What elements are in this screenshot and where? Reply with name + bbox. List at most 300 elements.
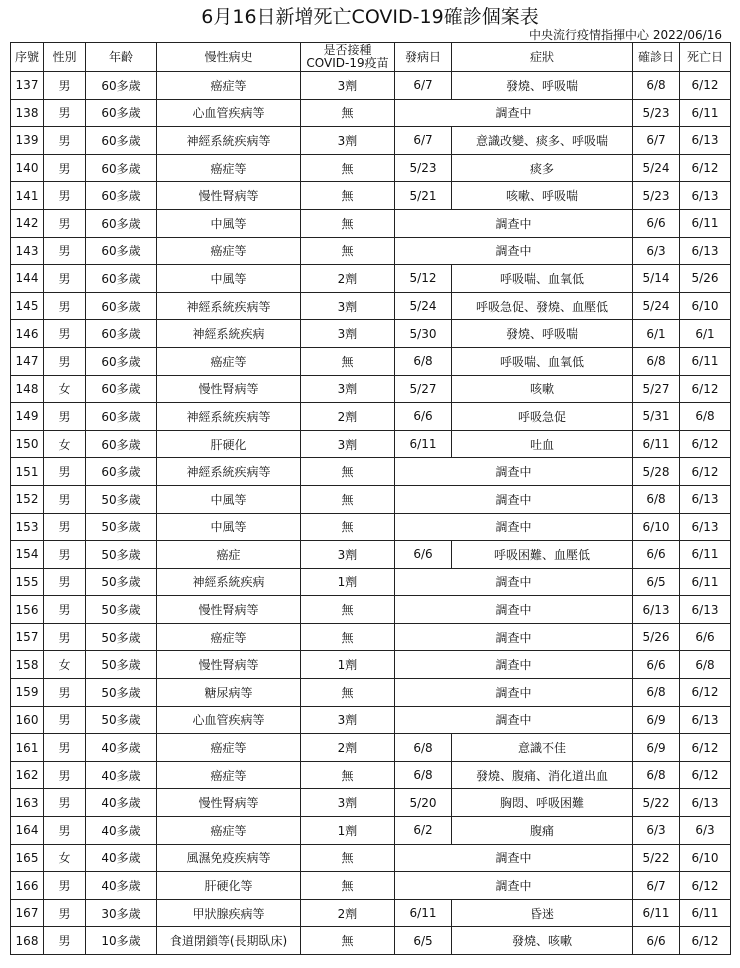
cell-chronic-disease: 心血管疾病等 xyxy=(157,99,301,127)
cell-death-date: 6/13 xyxy=(680,513,731,541)
header-death-date: 死亡日 xyxy=(680,43,731,72)
cell-sex: 男 xyxy=(44,154,86,182)
table-row xyxy=(11,127,731,155)
cell-death-date: 6/6 xyxy=(680,623,731,651)
cell-death-date: 6/13 xyxy=(680,237,731,265)
cell-death-date: 6/1 xyxy=(680,320,731,348)
cell-chronic-disease: 食道閉鎖等(長期臥床) xyxy=(157,927,301,955)
cell-confirmed-date: 5/31 xyxy=(633,403,680,431)
cell-case-number: 150 xyxy=(11,430,44,458)
cell-case-number: 166 xyxy=(11,872,44,900)
cell-symptoms: 調查中 xyxy=(395,568,633,596)
cell-case-number: 149 xyxy=(11,403,44,431)
cell-vaccination: 3劑 xyxy=(301,72,395,100)
cell-onset-date: 5/21 xyxy=(395,182,452,210)
cell-case-number: 140 xyxy=(11,154,44,182)
cell-case-number: 162 xyxy=(11,761,44,789)
cell-sex: 男 xyxy=(44,734,86,762)
cell-confirmed-date: 6/11 xyxy=(633,430,680,458)
cell-chronic-disease: 神經系統疾病等 xyxy=(157,292,301,320)
cell-confirmed-date: 5/24 xyxy=(633,154,680,182)
table-row xyxy=(11,154,731,182)
cell-age: 40多歲 xyxy=(86,734,157,762)
cell-symptoms: 痰多 xyxy=(452,154,633,182)
cell-sex: 女 xyxy=(44,844,86,872)
cell-confirmed-date: 6/6 xyxy=(633,651,680,679)
cell-case-number: 168 xyxy=(11,927,44,955)
cell-case-number: 164 xyxy=(11,817,44,845)
header-confirmed-date: 確診日 xyxy=(633,43,680,72)
cell-chronic-disease: 癌症等 xyxy=(157,154,301,182)
cell-symptoms: 胸悶、呼吸困難 xyxy=(452,789,633,817)
cell-confirmed-date: 6/7 xyxy=(633,127,680,155)
cell-age: 60多歲 xyxy=(86,72,157,100)
cell-case-number: 144 xyxy=(11,265,44,293)
cell-sex: 男 xyxy=(44,596,86,624)
cell-confirmed-date: 6/8 xyxy=(633,485,680,513)
cell-age: 50多歲 xyxy=(86,485,157,513)
cell-age: 60多歲 xyxy=(86,182,157,210)
cell-chronic-disease: 中風等 xyxy=(157,513,301,541)
cell-symptoms: 調查中 xyxy=(395,99,633,127)
cell-age: 50多歲 xyxy=(86,513,157,541)
cell-chronic-disease: 肝硬化 xyxy=(157,430,301,458)
cell-onset-date: 6/2 xyxy=(395,817,452,845)
table-row xyxy=(11,899,731,927)
cell-vaccination: 無 xyxy=(301,927,395,955)
cell-symptoms: 腹痛 xyxy=(452,817,633,845)
cell-sex: 男 xyxy=(44,72,86,100)
cell-symptoms: 咳嗽、呼吸喘 xyxy=(452,182,633,210)
cell-sex: 男 xyxy=(44,127,86,155)
cell-age: 60多歲 xyxy=(86,430,157,458)
cell-vaccination: 無 xyxy=(301,623,395,651)
table-row xyxy=(11,651,731,679)
cell-case-number: 138 xyxy=(11,99,44,127)
cell-age: 50多歲 xyxy=(86,623,157,651)
cell-sex: 男 xyxy=(44,347,86,375)
cell-chronic-disease: 心血管疾病等 xyxy=(157,706,301,734)
cell-age: 60多歲 xyxy=(86,237,157,265)
header-chronic-disease: 慢性病史 xyxy=(157,43,301,72)
cell-age: 60多歲 xyxy=(86,292,157,320)
cell-age: 40多歲 xyxy=(86,817,157,845)
cell-death-date: 6/13 xyxy=(680,182,731,210)
cell-onset-date: 6/11 xyxy=(395,430,452,458)
cell-vaccination: 3劑 xyxy=(301,375,395,403)
cell-death-date: 6/13 xyxy=(680,789,731,817)
cell-symptoms: 呼吸急促 xyxy=(452,403,633,431)
cell-sex: 男 xyxy=(44,513,86,541)
table-row xyxy=(11,679,731,707)
cell-death-date: 6/13 xyxy=(680,596,731,624)
cell-chronic-disease: 中風等 xyxy=(157,485,301,513)
cell-sex: 男 xyxy=(44,182,86,210)
table-row xyxy=(11,844,731,872)
table-row xyxy=(11,320,731,348)
cell-symptoms: 呼吸喘、血氧低 xyxy=(452,265,633,293)
cell-symptoms: 調查中 xyxy=(395,706,633,734)
cell-sex: 男 xyxy=(44,623,86,651)
table-row xyxy=(11,292,731,320)
cell-symptoms: 調查中 xyxy=(395,596,633,624)
cell-onset-date: 6/7 xyxy=(395,72,452,100)
cell-death-date: 5/26 xyxy=(680,265,731,293)
cell-confirmed-date: 6/3 xyxy=(633,817,680,845)
cell-symptoms: 調查中 xyxy=(395,623,633,651)
cell-symptoms: 調查中 xyxy=(395,679,633,707)
cell-vaccination: 無 xyxy=(301,237,395,265)
cell-case-number: 137 xyxy=(11,72,44,100)
cell-death-date: 6/12 xyxy=(680,430,731,458)
cell-vaccination: 無 xyxy=(301,347,395,375)
cell-chronic-disease: 神經系統疾病等 xyxy=(157,127,301,155)
cell-chronic-disease: 甲狀腺疾病等 xyxy=(157,899,301,927)
cell-onset-date: 6/8 xyxy=(395,761,452,789)
cell-confirmed-date: 5/23 xyxy=(633,99,680,127)
cell-sex: 男 xyxy=(44,927,86,955)
cell-sex: 男 xyxy=(44,789,86,817)
cell-onset-date: 6/7 xyxy=(395,127,452,155)
cell-onset-date: 5/27 xyxy=(395,375,452,403)
cell-death-date: 6/13 xyxy=(680,127,731,155)
cell-vaccination: 2劑 xyxy=(301,899,395,927)
cell-death-date: 6/11 xyxy=(680,347,731,375)
cell-vaccination: 2劑 xyxy=(301,734,395,762)
cell-symptoms: 調查中 xyxy=(395,237,633,265)
table-row xyxy=(11,403,731,431)
cell-sex: 女 xyxy=(44,375,86,403)
cell-chronic-disease: 癌症等 xyxy=(157,347,301,375)
cell-age: 60多歲 xyxy=(86,375,157,403)
cell-chronic-disease: 糖尿病等 xyxy=(157,679,301,707)
cell-confirmed-date: 6/6 xyxy=(633,541,680,569)
cell-confirmed-date: 5/14 xyxy=(633,265,680,293)
cell-case-number: 153 xyxy=(11,513,44,541)
cell-death-date: 6/13 xyxy=(680,485,731,513)
cell-vaccination: 無 xyxy=(301,485,395,513)
table-row xyxy=(11,706,731,734)
cell-onset-date: 5/24 xyxy=(395,292,452,320)
cell-case-number: 145 xyxy=(11,292,44,320)
cell-chronic-disease: 慢性腎病等 xyxy=(157,596,301,624)
cell-symptoms: 咳嗽 xyxy=(452,375,633,403)
cell-age: 60多歲 xyxy=(86,265,157,293)
cell-case-number: 146 xyxy=(11,320,44,348)
header-case-number: 序號 xyxy=(11,43,44,72)
cell-chronic-disease: 癌症等 xyxy=(157,623,301,651)
cell-symptoms: 調查中 xyxy=(395,872,633,900)
header-symptoms: 症狀 xyxy=(452,43,633,72)
cell-chronic-disease: 癌症等 xyxy=(157,72,301,100)
cell-age: 40多歲 xyxy=(86,872,157,900)
cell-case-number: 159 xyxy=(11,679,44,707)
cell-confirmed-date: 6/13 xyxy=(633,596,680,624)
cell-onset-date: 6/6 xyxy=(395,541,452,569)
cell-death-date: 6/8 xyxy=(680,651,731,679)
table-row xyxy=(11,789,731,817)
cell-case-number: 160 xyxy=(11,706,44,734)
cell-chronic-disease: 慢性腎病等 xyxy=(157,651,301,679)
cell-case-number: 139 xyxy=(11,127,44,155)
cell-vaccination: 無 xyxy=(301,154,395,182)
table-row xyxy=(11,485,731,513)
cell-confirmed-date: 5/26 xyxy=(633,623,680,651)
cell-death-date: 6/11 xyxy=(680,209,731,237)
cell-symptoms: 發燒、腹痛、消化道出血 xyxy=(452,761,633,789)
table-row xyxy=(11,568,731,596)
header-onset-date: 發病日 xyxy=(395,43,452,72)
cell-chronic-disease: 癌症等 xyxy=(157,734,301,762)
cell-case-number: 152 xyxy=(11,485,44,513)
cell-chronic-disease: 神經系統疾病等 xyxy=(157,403,301,431)
cell-vaccination: 無 xyxy=(301,872,395,900)
cell-onset-date: 6/5 xyxy=(395,927,452,955)
cell-case-number: 167 xyxy=(11,899,44,927)
cell-age: 60多歲 xyxy=(86,320,157,348)
cell-symptoms: 調查中 xyxy=(395,844,633,872)
cell-chronic-disease: 中風等 xyxy=(157,265,301,293)
cell-case-number: 165 xyxy=(11,844,44,872)
cell-confirmed-date: 6/9 xyxy=(633,706,680,734)
cell-symptoms: 意識不佳 xyxy=(452,734,633,762)
cell-symptoms: 發燒、呼吸喘 xyxy=(452,320,633,348)
cell-vaccination: 3劑 xyxy=(301,789,395,817)
cell-onset-date: 5/30 xyxy=(395,320,452,348)
cell-age: 50多歲 xyxy=(86,541,157,569)
source-and-date: 中央流行疫情指揮中心 2022/06/16 xyxy=(529,28,722,42)
table-row xyxy=(11,99,731,127)
cell-confirmed-date: 5/23 xyxy=(633,182,680,210)
cell-chronic-disease: 神經系統疾病等 xyxy=(157,458,301,486)
cell-confirmed-date: 5/22 xyxy=(633,844,680,872)
table-row xyxy=(11,72,731,100)
cell-age: 50多歲 xyxy=(86,596,157,624)
cell-symptoms: 調查中 xyxy=(395,458,633,486)
cell-case-number: 155 xyxy=(11,568,44,596)
cell-death-date: 6/3 xyxy=(680,817,731,845)
cell-vaccination: 無 xyxy=(301,182,395,210)
cell-death-date: 6/11 xyxy=(680,99,731,127)
cell-death-date: 6/11 xyxy=(680,541,731,569)
cell-chronic-disease: 慢性腎病等 xyxy=(157,375,301,403)
table-row xyxy=(11,458,731,486)
cell-sex: 男 xyxy=(44,761,86,789)
cell-case-number: 147 xyxy=(11,347,44,375)
cell-onset-date: 5/12 xyxy=(395,265,452,293)
cell-age: 60多歲 xyxy=(86,209,157,237)
cell-sex: 男 xyxy=(44,403,86,431)
cell-death-date: 6/10 xyxy=(680,844,731,872)
cell-confirmed-date: 5/28 xyxy=(633,458,680,486)
cell-sex: 男 xyxy=(44,209,86,237)
cell-death-date: 6/12 xyxy=(680,927,731,955)
cell-death-date: 6/12 xyxy=(680,375,731,403)
cell-vaccination: 2劑 xyxy=(301,265,395,293)
table-row xyxy=(11,623,731,651)
cell-vaccination: 無 xyxy=(301,844,395,872)
cell-confirmed-date: 5/24 xyxy=(633,292,680,320)
cell-sex: 男 xyxy=(44,706,86,734)
cell-age: 60多歲 xyxy=(86,403,157,431)
cell-confirmed-date: 6/8 xyxy=(633,347,680,375)
page-title: 6月16日新增死亡COVID-19確診個案表 xyxy=(201,6,539,28)
table-row xyxy=(11,237,731,265)
cell-confirmed-date: 6/8 xyxy=(633,72,680,100)
cell-chronic-disease: 風濕免疫疾病等 xyxy=(157,844,301,872)
cell-death-date: 6/12 xyxy=(680,679,731,707)
table-row xyxy=(11,209,731,237)
cell-death-date: 6/12 xyxy=(680,72,731,100)
cell-age: 60多歲 xyxy=(86,154,157,182)
cell-age: 40多歲 xyxy=(86,844,157,872)
header-vaccination: 是否接種COVID-19疫苗 xyxy=(301,43,395,72)
table-row xyxy=(11,182,731,210)
cell-vaccination: 無 xyxy=(301,596,395,624)
cell-chronic-disease: 慢性腎病等 xyxy=(157,182,301,210)
cell-vaccination: 無 xyxy=(301,99,395,127)
cell-confirmed-date: 6/7 xyxy=(633,872,680,900)
cell-sex: 男 xyxy=(44,265,86,293)
cell-symptoms: 發燒、呼吸喘 xyxy=(452,72,633,100)
header-sex: 性別 xyxy=(44,43,86,72)
cell-onset-date: 6/6 xyxy=(395,403,452,431)
cell-chronic-disease: 癌症等 xyxy=(157,761,301,789)
cell-sex: 女 xyxy=(44,651,86,679)
cell-sex: 女 xyxy=(44,430,86,458)
cell-age: 60多歲 xyxy=(86,127,157,155)
cell-death-date: 6/8 xyxy=(680,403,731,431)
table-row xyxy=(11,761,731,789)
cell-confirmed-date: 5/27 xyxy=(633,375,680,403)
cell-chronic-disease: 慢性腎病等 xyxy=(157,789,301,817)
cell-vaccination: 3劑 xyxy=(301,541,395,569)
cell-vaccination: 3劑 xyxy=(301,320,395,348)
cell-death-date: 6/10 xyxy=(680,292,731,320)
table-row xyxy=(11,596,731,624)
cell-death-date: 6/12 xyxy=(680,734,731,762)
cell-sex: 男 xyxy=(44,541,86,569)
cell-age: 50多歲 xyxy=(86,568,157,596)
cell-age: 60多歲 xyxy=(86,458,157,486)
cell-confirmed-date: 6/9 xyxy=(633,734,680,762)
cell-chronic-disease: 癌症等 xyxy=(157,817,301,845)
cell-age: 50多歲 xyxy=(86,706,157,734)
cell-vaccination: 1劑 xyxy=(301,651,395,679)
cell-vaccination: 1劑 xyxy=(301,817,395,845)
cell-confirmed-date: 6/6 xyxy=(633,209,680,237)
cell-vaccination: 1劑 xyxy=(301,568,395,596)
cell-age: 50多歲 xyxy=(86,679,157,707)
table-row xyxy=(11,347,731,375)
cell-case-number: 154 xyxy=(11,541,44,569)
cell-age: 60多歲 xyxy=(86,99,157,127)
cell-case-number: 151 xyxy=(11,458,44,486)
cell-age: 50多歲 xyxy=(86,651,157,679)
cell-chronic-disease: 中風等 xyxy=(157,209,301,237)
table-row xyxy=(11,265,731,293)
cell-case-number: 156 xyxy=(11,596,44,624)
cell-vaccination: 無 xyxy=(301,458,395,486)
cell-chronic-disease: 癌症等 xyxy=(157,237,301,265)
table-row xyxy=(11,734,731,762)
cell-sex: 男 xyxy=(44,292,86,320)
table-row xyxy=(11,513,731,541)
cell-onset-date: 5/20 xyxy=(395,789,452,817)
cell-chronic-disease: 肝硬化等 xyxy=(157,872,301,900)
cell-vaccination: 3劑 xyxy=(301,292,395,320)
cell-confirmed-date: 5/22 xyxy=(633,789,680,817)
cell-vaccination: 無 xyxy=(301,513,395,541)
cell-confirmed-date: 6/3 xyxy=(633,237,680,265)
cell-sex: 男 xyxy=(44,237,86,265)
cell-symptoms: 發燒、咳嗽 xyxy=(452,927,633,955)
cell-confirmed-date: 6/1 xyxy=(633,320,680,348)
cell-sex: 男 xyxy=(44,458,86,486)
cell-symptoms: 調查中 xyxy=(395,209,633,237)
table-row xyxy=(11,927,731,955)
cell-vaccination: 3劑 xyxy=(301,127,395,155)
cell-symptoms: 呼吸困難、血壓低 xyxy=(452,541,633,569)
cell-case-number: 157 xyxy=(11,623,44,651)
cell-chronic-disease: 神經系統疾病 xyxy=(157,568,301,596)
cell-case-number: 143 xyxy=(11,237,44,265)
cell-confirmed-date: 6/6 xyxy=(633,927,680,955)
cell-death-date: 6/11 xyxy=(680,568,731,596)
cell-death-date: 6/12 xyxy=(680,872,731,900)
header-age: 年齡 xyxy=(86,43,157,72)
cell-vaccination: 無 xyxy=(301,761,395,789)
cell-sex: 男 xyxy=(44,679,86,707)
cell-vaccination: 3劑 xyxy=(301,430,395,458)
cell-case-number: 142 xyxy=(11,209,44,237)
cell-onset-date: 6/11 xyxy=(395,899,452,927)
cell-sex: 男 xyxy=(44,872,86,900)
cell-confirmed-date: 6/5 xyxy=(633,568,680,596)
table-row xyxy=(11,375,731,403)
cell-symptoms: 調查中 xyxy=(395,513,633,541)
cell-age: 60多歲 xyxy=(86,347,157,375)
cell-sex: 男 xyxy=(44,320,86,348)
cell-sex: 男 xyxy=(44,899,86,927)
cell-confirmed-date: 6/10 xyxy=(633,513,680,541)
cell-sex: 男 xyxy=(44,568,86,596)
table-body xyxy=(11,72,731,955)
cell-onset-date: 5/23 xyxy=(395,154,452,182)
table-row xyxy=(11,872,731,900)
table-row xyxy=(11,817,731,845)
cell-symptoms: 吐血 xyxy=(452,430,633,458)
cell-vaccination: 3劑 xyxy=(301,706,395,734)
cell-symptoms: 意識改變、痰多、呼吸喘 xyxy=(452,127,633,155)
cell-case-number: 148 xyxy=(11,375,44,403)
cell-death-date: 6/11 xyxy=(680,899,731,927)
cell-symptoms: 呼吸急促、發燒、血壓低 xyxy=(452,292,633,320)
cell-confirmed-date: 6/11 xyxy=(633,899,680,927)
cell-case-number: 141 xyxy=(11,182,44,210)
cell-chronic-disease: 神經系統疾病 xyxy=(157,320,301,348)
cell-symptoms: 調查中 xyxy=(395,485,633,513)
cell-age: 40多歲 xyxy=(86,761,157,789)
death-cases-table xyxy=(10,42,731,955)
cell-case-number: 163 xyxy=(11,789,44,817)
cell-death-date: 6/12 xyxy=(680,761,731,789)
cell-death-date: 6/12 xyxy=(680,458,731,486)
cell-symptoms: 呼吸喘、血氧低 xyxy=(452,347,633,375)
cell-case-number: 161 xyxy=(11,734,44,762)
cell-onset-date: 6/8 xyxy=(395,347,452,375)
cell-vaccination: 無 xyxy=(301,209,395,237)
